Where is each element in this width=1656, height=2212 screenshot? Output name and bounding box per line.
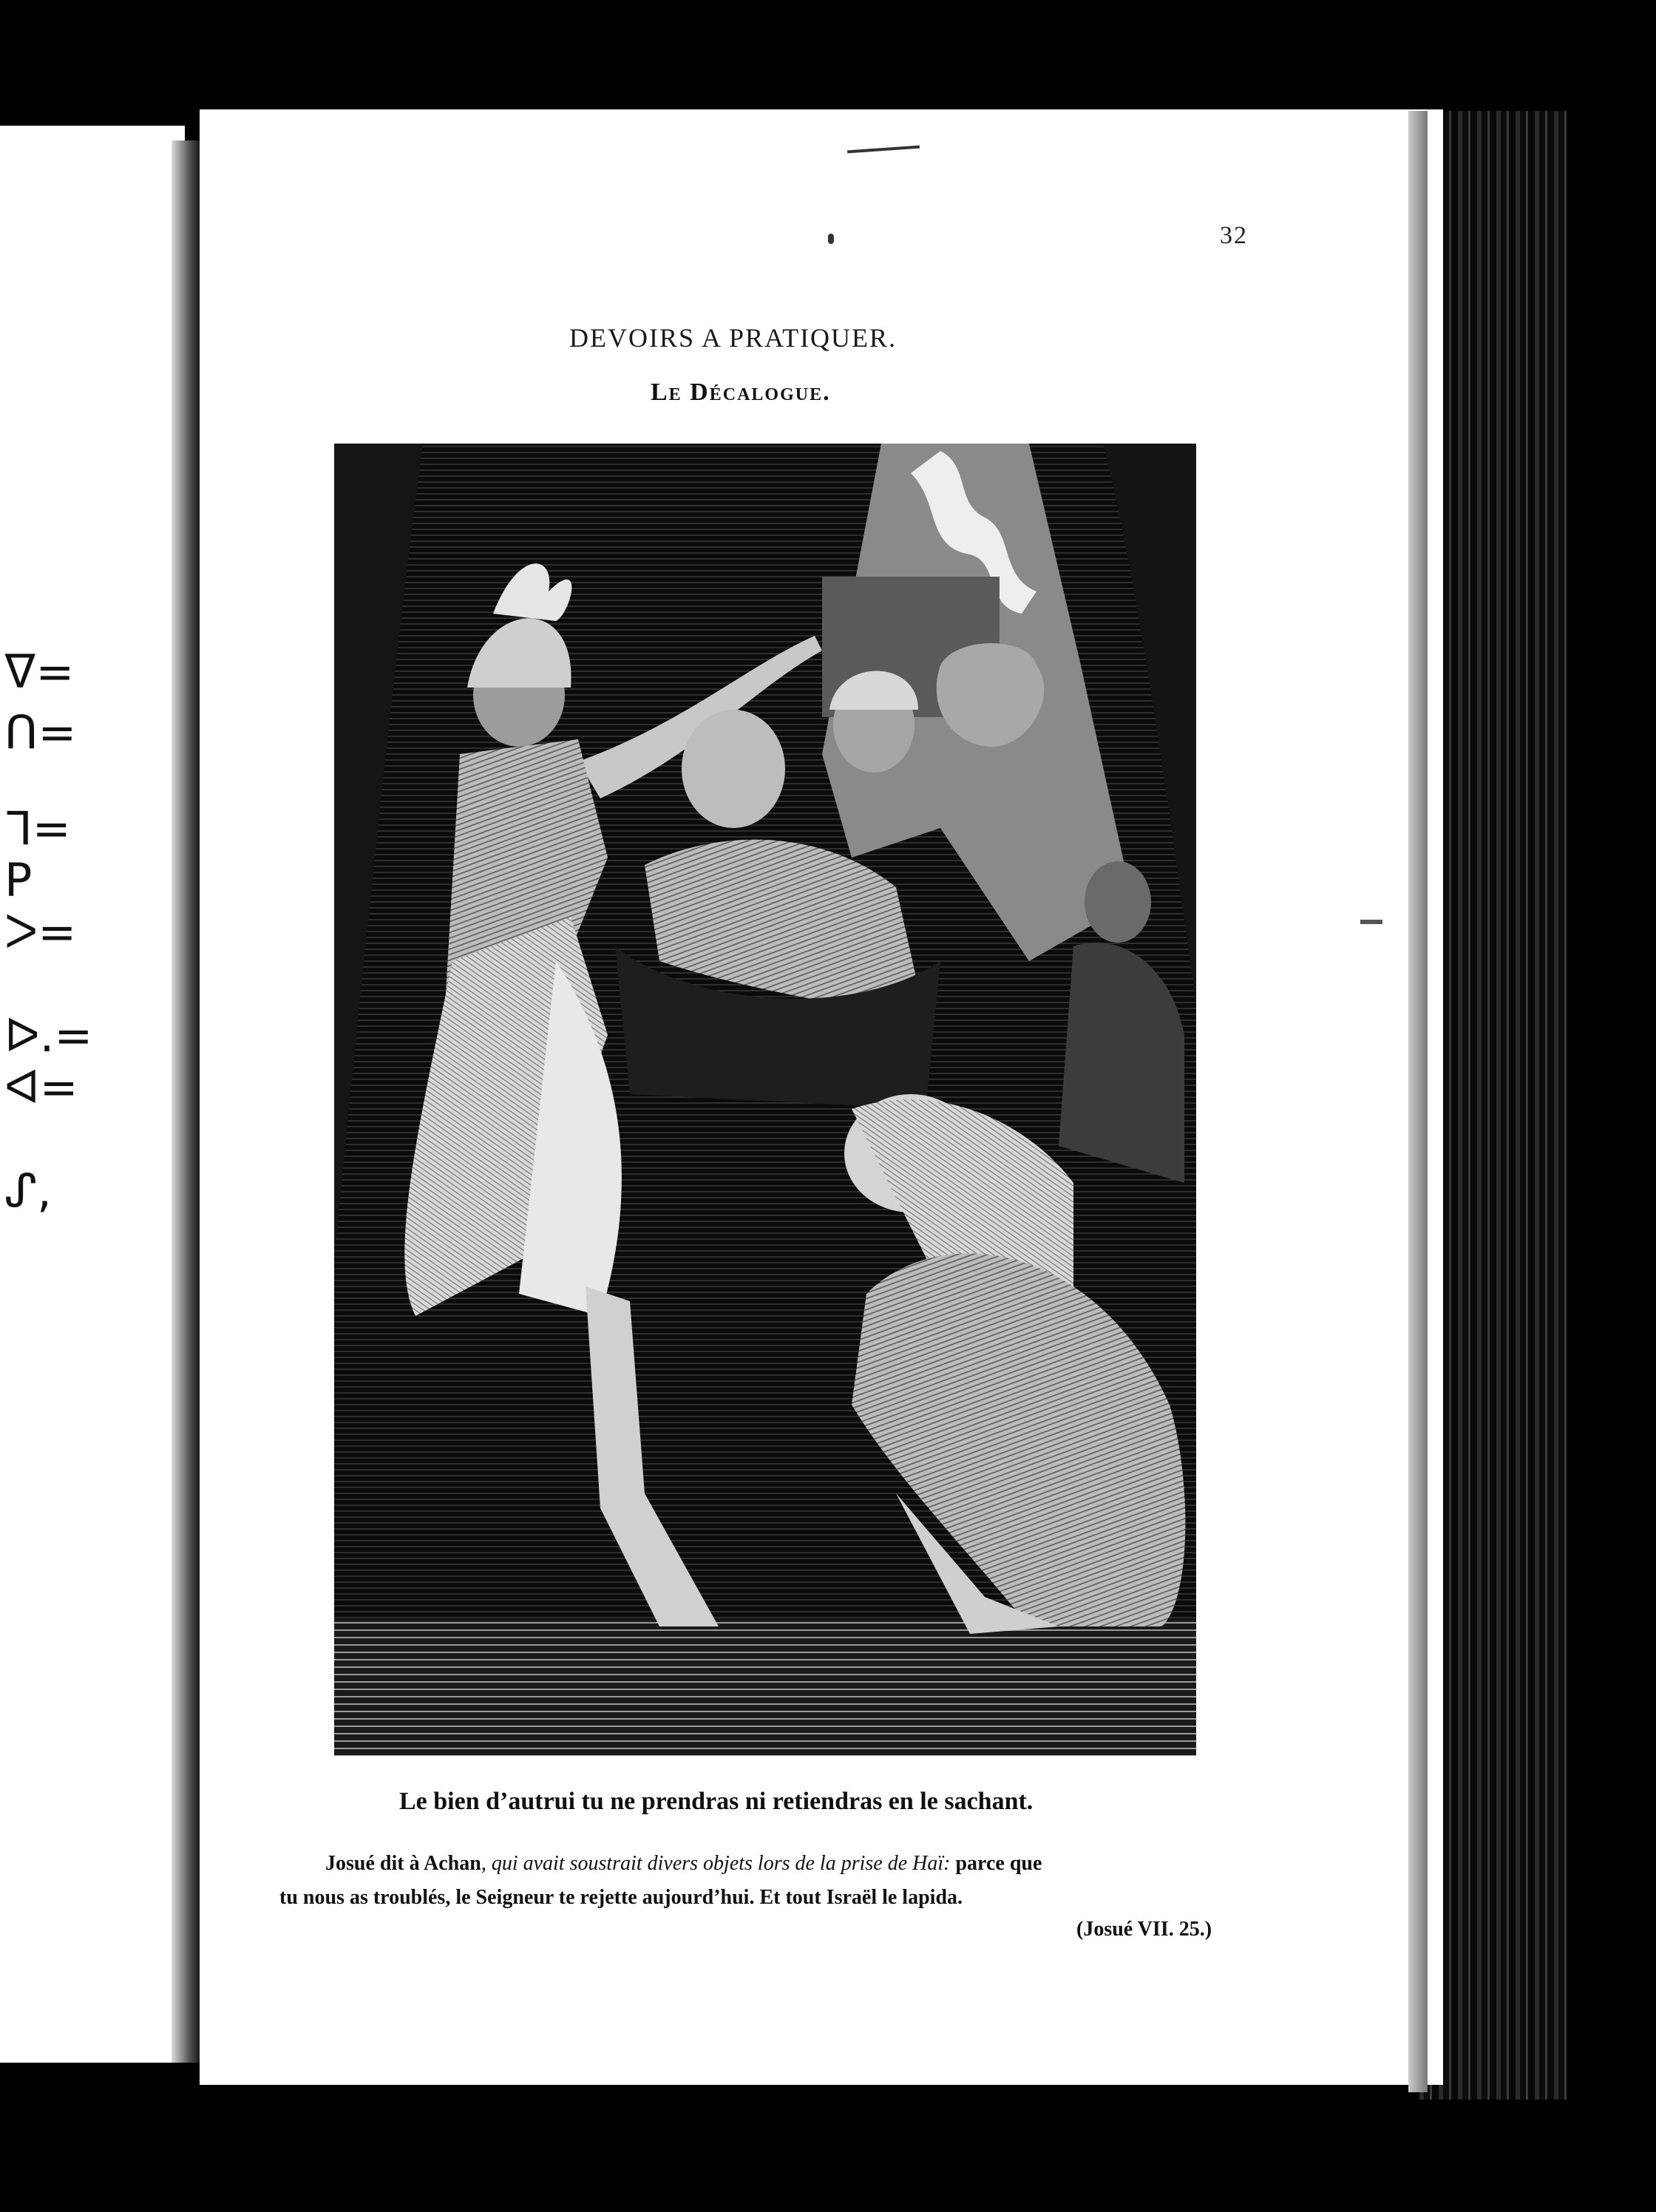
book-gutter (172, 140, 201, 2063)
left-glyph: ᑎ= (4, 705, 77, 759)
page-number: 32 (1220, 222, 1248, 249)
scripture-reference: (Josué VII. 25.) (1076, 1918, 1212, 1941)
quote-name: Achan (424, 1852, 481, 1875)
illustration-caption: Le bien d’autrui tu ne prendras ni retiendras en le sachant. (399, 1788, 1034, 1815)
left-glyph: ᐊ= (4, 1060, 78, 1114)
quote-line (279, 1847, 1285, 1881)
quote-text: parce que (950, 1852, 1042, 1875)
left-glyph: ᐳ= (4, 905, 77, 959)
left-glyph: ᔑ, (4, 1164, 52, 1218)
ink-dot (828, 234, 834, 244)
left-glyph: ᐅ.= (4, 1008, 93, 1062)
smudge-mark (1360, 920, 1382, 924)
quote-line: tu nous as troublés, le Seigneur te rejette aujourd’hui. Et tout Israël le lapida. (279, 1886, 963, 1909)
left-glyph: P (4, 853, 33, 907)
running-head: DEVOIRS A PRATIQUER. (569, 323, 897, 353)
left-page (0, 126, 185, 2063)
scripture-quote (279, 1847, 1285, 1915)
left-glyph: ᒣ= (4, 801, 71, 855)
quote-italic-text: qui avait soustrait divers objets lors de la prise de Haï: (491, 1852, 951, 1875)
quote-text: , (481, 1852, 492, 1875)
quote-text: Josué dit à (325, 1852, 424, 1875)
engraving-illustration (334, 444, 1196, 1756)
section-title: Le Décalogue. (651, 379, 831, 406)
left-glyph: ᐁ= (4, 645, 75, 699)
page-edge-shadow (1408, 111, 1428, 2092)
